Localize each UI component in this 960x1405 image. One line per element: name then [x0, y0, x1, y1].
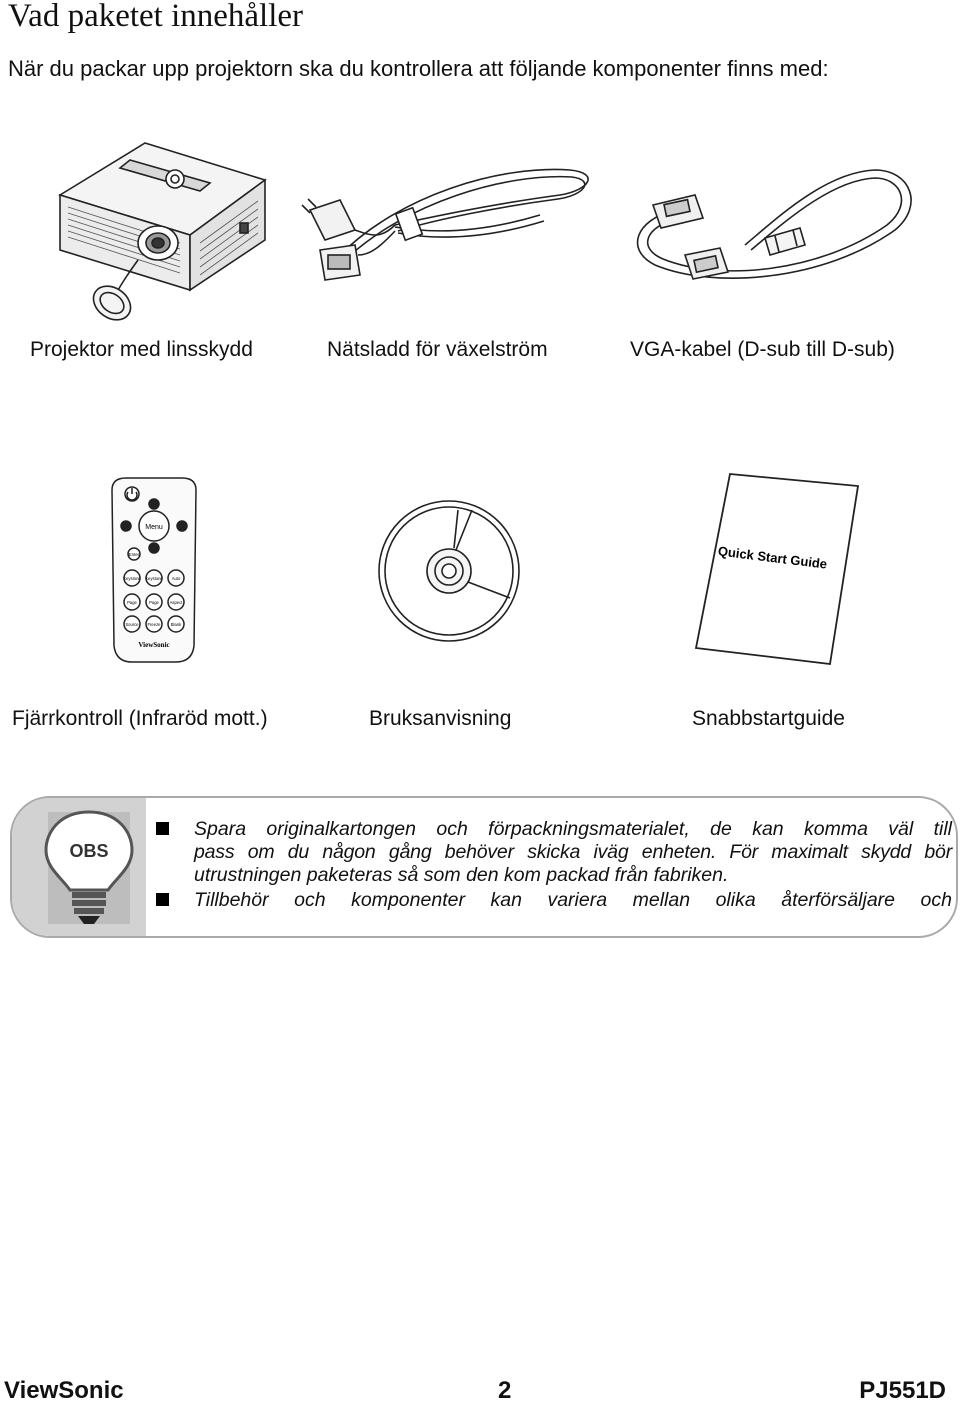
note-1-line-2: pass om du någon gång behöver skicka iväg enheten. För maximalt skydd bör — [194, 841, 952, 863]
remote-page-up-label: Page — [127, 600, 137, 605]
note-item — [152, 818, 952, 887]
note-1-line-3: utrustningen paketeras så som den kom packad från fabriken. — [194, 864, 729, 886]
footer-brand: ViewSonic — [4, 1377, 124, 1404]
remote-keystone1-label: Keystone — [123, 576, 141, 581]
power-cord-image — [300, 155, 600, 290]
caption-quick-guide: Snabbstartguide — [692, 707, 845, 730]
remote-control-image — [104, 476, 204, 664]
note-list — [152, 818, 952, 912]
footer-page-number: 2 — [498, 1377, 512, 1404]
footer-model: PJ551D — [859, 1377, 946, 1404]
note-icon-panel — [12, 798, 146, 936]
page-title: Vad paketet innehåller — [8, 0, 304, 34]
note-2-line-1: Tillbehör och komponenter kan variera mellan olika återförsäljare och — [194, 889, 952, 911]
remote-source-label: Source — [125, 622, 139, 627]
note-box — [10, 796, 958, 938]
bullet-square-icon — [156, 822, 169, 835]
caption-remote: Fjärrkontroll (Infraröd mott.) — [12, 707, 268, 730]
note-1-line-1: Spara originalkartongen och förpackningsmaterialet, de kan komma väl till — [194, 818, 952, 840]
remote-enter-label: Enter — [128, 552, 140, 557]
quick-start-guide-image — [690, 470, 862, 670]
bullet-square-icon — [156, 893, 169, 906]
remote-blank-label: Blank — [170, 622, 182, 627]
caption-power-cord: Nätsladd för växelström — [327, 338, 548, 361]
remote-brand-label: ViewSonic — [138, 641, 170, 649]
caption-vga-cable: VGA-kabel (D-sub till D-sub) — [630, 338, 895, 361]
remote-menu-label: Menu — [145, 524, 163, 531]
vga-cable-image — [625, 160, 925, 300]
cd-disc-image — [376, 498, 522, 644]
note-item — [152, 889, 952, 912]
remote-keystone2-label: Keystone — [145, 576, 163, 581]
guide-cover-title: Quick Start Guide — [717, 543, 828, 572]
projector-image — [50, 135, 280, 325]
intro-text: När du packar upp projektorn ska du kontrollera att följande komponenter finns med: — [8, 56, 829, 81]
remote-aspect-label: Aspect — [169, 600, 183, 605]
note-badge: OBS — [69, 841, 109, 861]
caption-projector: Projektor med linsskydd — [30, 338, 253, 361]
remote-page-down-label: Page — [149, 600, 159, 605]
caption-manual: Bruksanvisning — [369, 707, 512, 730]
lightbulb-icon — [12, 798, 146, 936]
remote-freeze-label: Freeze — [147, 622, 161, 627]
remote-auto-label: Auto — [171, 576, 181, 581]
